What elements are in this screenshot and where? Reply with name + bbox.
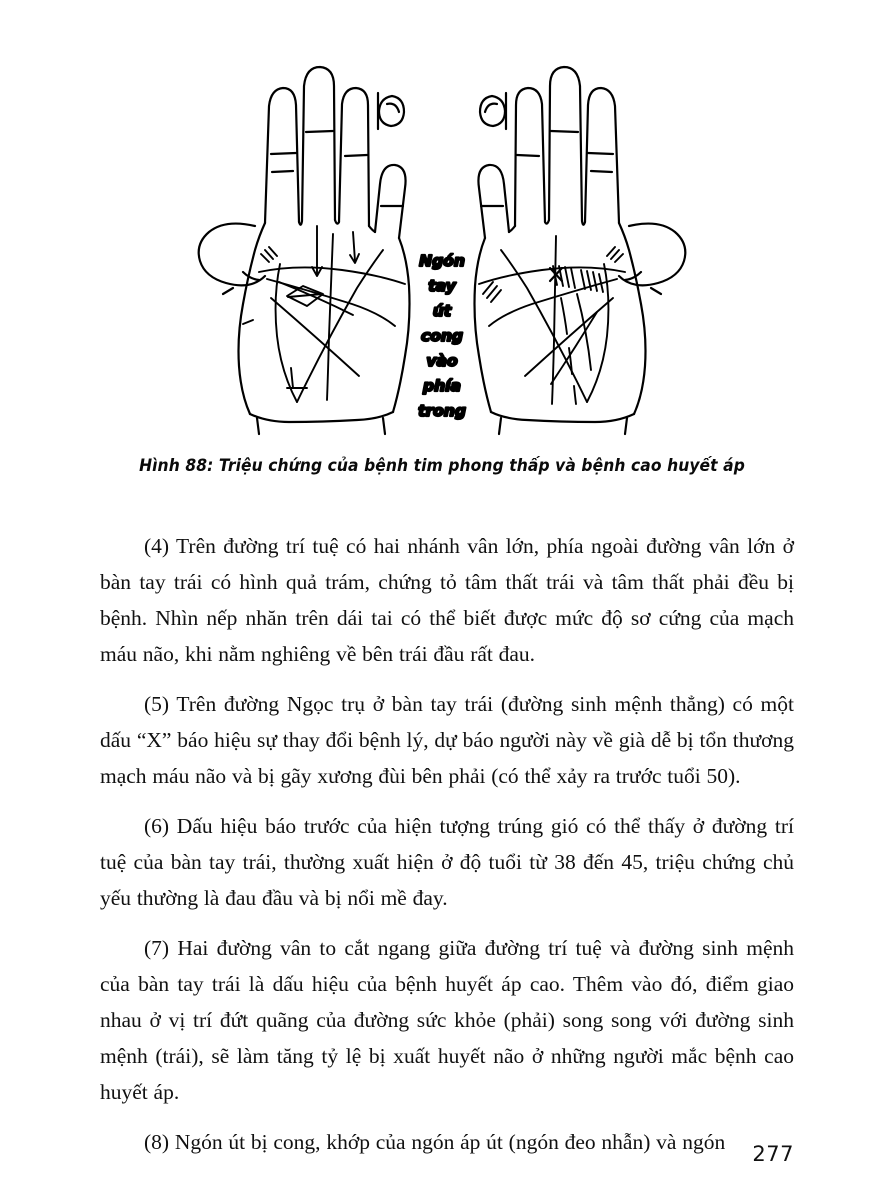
body-text-column <box>100 528 794 1160</box>
paragraph-5: (5) Trên đường Ngọc trụ ở bàn tay trái (đường sinh mệnh thẳng) có một dấu “X” báo hiệu sự thay đổi bệnh lý, dự báo người này về già dễ bị tổn thương mạch máu não và bị gãy xương đùi bên phải (có thể xảy ra trước tuổi 50). <box>100 692 794 788</box>
paragraph-4: (4) Trên đường trí tuệ có hai nhánh vân lớn, phía ngoài đường vân lớn ở bàn tay trái có hình quả trám, chứng tỏ tâm thất trái và tâm thất phải đều bị bệnh. Nhìn nếp nhăn trên dái tai có thể biết được mức độ sơ cứng của mạch máu não, khi nằm nghiêng về bên trái đầu rất đau. <box>100 534 794 666</box>
paragraph-7: (7) Hai đường vân to cắt ngang giữa đường trí tuệ và đường sinh mệnh của bàn tay trái là dấu hiệu của bệnh huyết áp cao. Thêm vào đó, điểm giao nhau ở vị trí đứt quãng của đường sức khỏe (phải) song song với đường sinh mệnh (trái), sẽ làm tăng tỷ lệ bị xuất huyết não ở những người mắc bệnh cao huyết áp. <box>100 936 794 1104</box>
figure-caption: Hình 88: Triệu chứng của bệnh tim phong thấp và bệnh cao huyết áp <box>139 456 745 475</box>
annot-line-2: út <box>432 302 452 320</box>
figure-annotation <box>418 252 466 420</box>
page-number: 277 <box>752 1142 794 1166</box>
left-palm-lines <box>243 226 405 402</box>
annot-line-1: tay <box>428 277 456 295</box>
annot-line-5: phía <box>423 377 461 395</box>
hands-line-art-svg <box>147 36 737 436</box>
left-hand-outline <box>199 67 410 434</box>
right-hand-outline <box>475 67 686 434</box>
annot-line-3: cong <box>421 327 463 345</box>
paragraph-8: (8) Ngón út bị cong, khớp của ngón áp út (ngón đeo nhẫn) và ngón <box>144 1130 726 1154</box>
annot-line-6: trong <box>418 402 466 420</box>
figure-hands-illustration <box>0 36 884 436</box>
paragraph-6: (6) Dấu hiệu báo trước của hiện tượng trúng gió có thể thấy ở đường trí tuệ của bàn tay trái, thường xuất hiện ở độ tuổi từ 38 đến 45, triệu chứng chủ yếu thường là đau đầu và bị nổi mề đay. <box>100 814 794 910</box>
annot-line-4: vào <box>426 352 458 370</box>
annot-line-0: Ngón <box>419 252 465 270</box>
